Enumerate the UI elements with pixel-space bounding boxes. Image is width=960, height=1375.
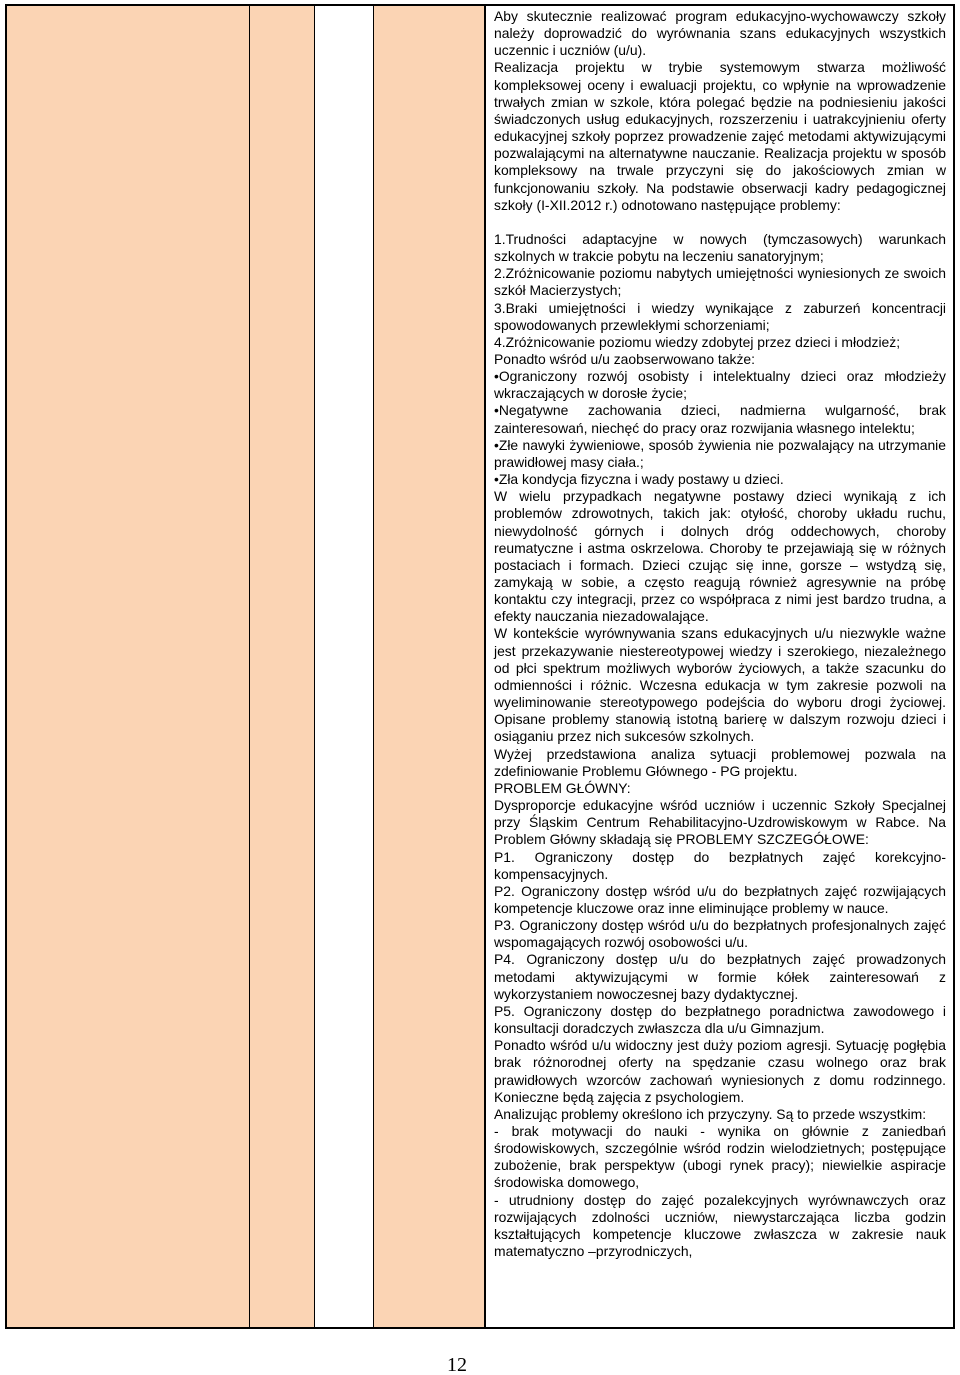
body-paragraph: 3.Braki umiejętności i wiedzy wynikające z zaburzeń koncentracji spowodowanych przewlekłymi schorzeniami; xyxy=(494,299,946,333)
body-paragraph: Analizując problemy określono ich przyczyny. Są to przede wszystkim: xyxy=(494,1105,927,1122)
table-column-empty-4 xyxy=(374,6,486,1327)
body-paragraph: - utrudniony dostęp do zajęć pozalekcyjnych wyrównawczych oraz rozwijających zdolności uczniów, niewystarczająca liczba godzin kształtujących kompetencje kluczowe zwłaszcza w zakresie nauk matematyczno –przyrodniczych, xyxy=(494,1191,946,1260)
body-paragraph: P4. Ograniczony dostęp u/u do bezpłatnych zajęć prowadzonych metodami aktywizującymi w formie kółek zainteresowań z wykorzystaniem nowoczesnej bazy dydaktycznej. xyxy=(494,951,946,1002)
body-paragraph: W wielu przypadkach negatywne postawy dzieci wynikają z ich problemów zdrowotnych, takich jak: otyłość, choroby układu ruchu, niewydolność górnych i dolnych dróg oddechowych, choroby reumatyczne i astma oskrzelowa. Choroby te przejawiają się w różnych postaciach i formach. Dzieci czując się inne, gorsze – wstydzą się, zamykają w sobie, a często reagują również agresywnie na próbę kontaktu czy integracji, przez co współpraca z nimi jest bardzo trudna, a efekty nauczania niezadowalające. xyxy=(494,488,946,625)
body-paragraph: P3. Ograniczony dostęp wśród u/u do bezpłatnych profesjonalnych zajęć wspomagających rozwój osobowości u/u. xyxy=(494,917,946,951)
body-paragraph: •Złe nawyki żywieniowe, sposób żywienia nie pozwalający na utrzymanie prawidłowej masy ciała.; xyxy=(494,436,946,470)
table-column-empty-1 xyxy=(7,6,250,1327)
body-paragraph: Ponadto wśród u/u zaobserwowano także: xyxy=(494,350,755,367)
body-paragraph: •Negatywne zachowania dzieci, nadmierna wulgarność, brak zainteresowań, niechęć do pracy oraz rozwijania własnego intelektu; xyxy=(494,402,946,436)
body-paragraph: PROBLEM GŁÓWNY: xyxy=(494,779,631,796)
body-paragraph: 2.Zróżnicowanie poziomu nabytych umiejętności wyniesionych ze swoich szkół Macierzystych; xyxy=(494,265,946,299)
table-column-empty-3 xyxy=(315,6,374,1327)
body-paragraph: •Zła kondycja fizyczna i wady postawy u dzieci. xyxy=(494,471,784,488)
body-paragraph: 1.Trudności adaptacyjne w nowych (tymczasowych) warunkach szkolnych w trakcie pobytu na leczeniu sanatoryjnym; xyxy=(494,230,946,265)
body-paragraph: Wyżej przedstawiona analiza sytuacji problemowej pozwala na zdefiniowanie Problemu Głównego - PG projektu. xyxy=(494,745,946,779)
document-table xyxy=(5,4,955,1329)
body-paragraph: P2. Ograniczony dostęp wśród u/u do bezpłatnych zajęć rozwijających kompetencje kluczowe oraz inne eliminujące problemy w nauce. xyxy=(494,882,946,916)
body-paragraph: - brak motywacji do nauki - wynika on głównie z zaniedbań środowiskowych, szczególnie wśród rodzin wielodzietnych; postępujące zubożenie, brak perspektyw (ubogi rynek pracy); niewielkie aspiracje środowiska domowego, xyxy=(494,1123,946,1191)
intro-paragraph: Aby skutecznie realizować program edukacyjno-wychowawczy szkoły należy doprowadzić do wyrównania szans edukacyjnych wszystkich uczennic i uczniów (u/u). xyxy=(494,8,946,59)
paragraph-gap xyxy=(494,214,946,231)
body-paragraph: W kontekście wyrównywania szans edukacyjnych u/u niezwykle ważne jest przekazywanie niestereotypowej wiedzy i szerokiego, niezależnego od płci spektrum możliwych wyborów życiowych, a także szacunku do odmienności i różnic. Wczesna edukacja w tym zakresie pozwoli na wyeliminowanie stereotypowego podejścia do wyboru drogi życiowej. Opisane problemy stanowią istotną barierę w dalszym rozwoju dzieci i osiąganiu przez nich sukcesów szkolnych. xyxy=(494,625,946,745)
page-number: 12 xyxy=(447,1354,467,1375)
table-text-column xyxy=(486,6,953,1327)
body-paragraph: P5. Ograniczony dostęp do bezpłatnego poradnictwa zawodowego i konsultacji doradczych zwłaszcza dla u/u Gimnazjum. xyxy=(494,1002,946,1037)
table-column-empty-2 xyxy=(250,6,315,1327)
body-paragraph: •Ograniczony rozwój osobisty i intelektualny dzieci oraz młodzieży wkraczających w dorosłe życie; xyxy=(494,368,946,402)
body-paragraph: 4.Zróżnicowanie poziomu wiedzy zdobytej przez dzieci i młodzież; xyxy=(494,333,901,350)
body-paragraph: P1. Ograniczony dostęp do bezpłatnych zajęć korekcyjno-kompensacyjnych. xyxy=(494,848,946,882)
body-paragraph: Dysproporcje edukacyjne wśród uczniów i uczennic Szkoły Specjalnej przy Śląskim Centrum Rehabilitacyjno-Uzdrowiskowym w Rabce. Na Problem Główny składają się PROBLEMY SZCZEGÓŁOWE: xyxy=(494,797,946,848)
body-section xyxy=(494,231,946,1260)
intro-section xyxy=(494,8,946,214)
body-paragraph: Ponadto wśród u/u widoczny jest duży poziom agresji. Sytuację pogłębia brak różnorodnej oferty na spędzanie czasu wolnego oraz brak prawidłowych wzorców zachowań wyniesionych z domu rodzinnego. Konieczne będą zajęcia z psychologiem. xyxy=(494,1037,946,1105)
intro-paragraph: Realizacja projektu w trybie systemowym stwarza możliwość kompleksowej oceny i ewaluacji projektu, co wpłynie na wprowadzenie trwałych zmian w szkole, która polegać będzie na podniesieniu jakości świadczonych usług edukacyjnych, rozszerzeniu i uatrakcyjnieniu oferty edukacyjnej szkoły poprzez prowadzenie zajęć metodami aktywizującymi pozwalającymi na alternatywne nauczanie. Realizacja projektu w sposób kompleksowy na trwale przyczyni się do jakościowych zmian w funkcjonowaniu szkoły. Na podstawie obserwacji kadry pedagogicznej szkoły (I-XII.2012 r.) odnotowano następujące problemy: xyxy=(494,59,946,213)
